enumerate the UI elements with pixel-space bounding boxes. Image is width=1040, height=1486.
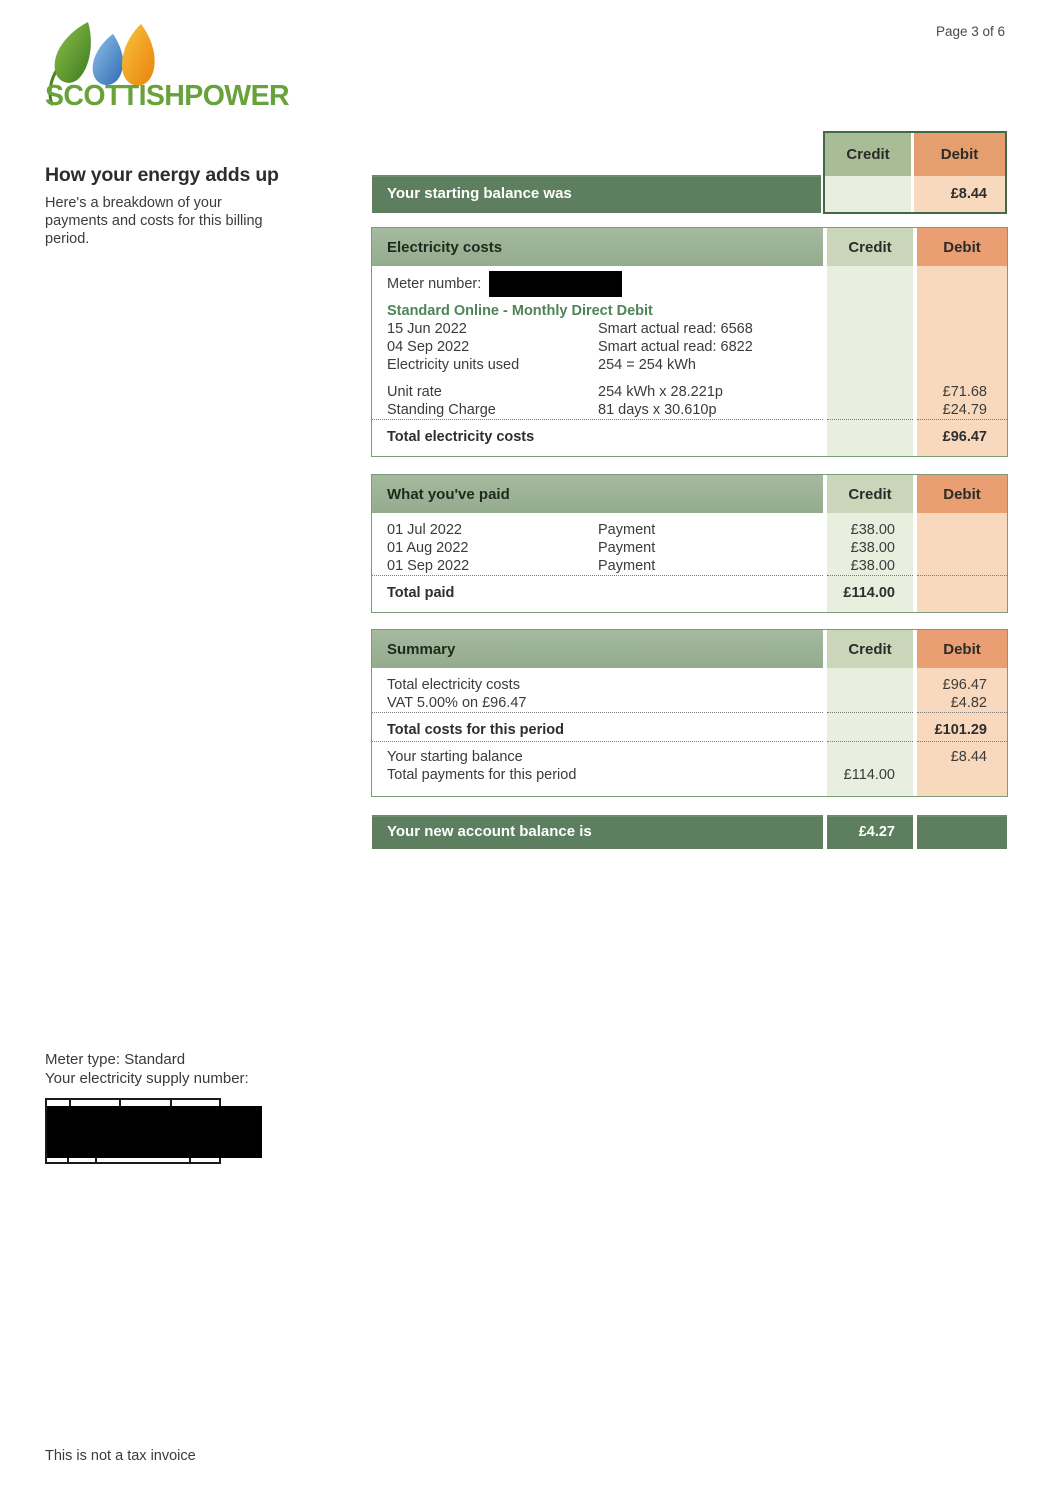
row-desc: Payment xyxy=(598,522,656,538)
row-label: Electricity units used xyxy=(387,357,520,373)
scottishpower-logo xyxy=(40,16,300,112)
table-row xyxy=(372,383,1007,401)
dotted-separator xyxy=(372,741,1007,748)
meter-info-block xyxy=(45,1050,249,1088)
row-label: 01 Aug 2022 xyxy=(387,540,469,556)
table-row xyxy=(372,694,1007,712)
total-row xyxy=(372,719,1007,741)
table-row xyxy=(372,320,1007,338)
redacted-supply-number xyxy=(47,1106,262,1158)
row-label: VAT 5.00% on £96.47 xyxy=(372,694,823,712)
credit-column-header: Credit xyxy=(827,228,913,266)
debit-total-value: £96.47 xyxy=(917,426,1007,448)
credit-total-value: £114.00 xyxy=(827,582,913,604)
dotted-separator xyxy=(372,575,1007,582)
debit-value: £71.68 xyxy=(917,383,1007,401)
meter-number-label: Meter number: xyxy=(387,276,482,292)
table-header-row xyxy=(372,475,1007,513)
row-desc: Payment xyxy=(598,558,656,574)
table-row xyxy=(372,356,1007,374)
debit-total-value: £101.29 xyxy=(917,719,1007,741)
tariff-name: Standard Online - Monthly Direct Debit xyxy=(372,302,823,320)
row-label: 01 Sep 2022 xyxy=(387,558,470,574)
row-label: Total electricity costs xyxy=(372,676,823,694)
new-balance-credit-value: £4.27 xyxy=(858,824,895,840)
payments-table xyxy=(372,475,1007,612)
debit-column-header: Debit xyxy=(917,475,1007,513)
row-label: 04 Sep 2022 xyxy=(387,339,470,355)
credit-column-header: Credit xyxy=(827,475,913,513)
green-leaf-icon xyxy=(55,22,91,83)
supply-number-label: Your electricity supply number: xyxy=(45,1070,249,1087)
row-desc: 254 kWh x 28.221p xyxy=(598,384,723,400)
debit-column-header: Debit xyxy=(917,228,1007,266)
table-row xyxy=(372,766,1007,784)
table-row xyxy=(372,338,1007,356)
credit-value: £38.00 xyxy=(827,539,913,557)
table-header-row xyxy=(372,630,1007,668)
dotted-separator xyxy=(372,712,1007,719)
meter-type: Meter type: Standard xyxy=(45,1051,186,1068)
starting-balance-credit-cell xyxy=(825,176,911,212)
credit-value: £114.00 xyxy=(827,766,913,784)
row-desc: Smart actual read: 6568 xyxy=(598,321,753,337)
row-desc: Payment xyxy=(598,540,656,556)
credit-value: £38.00 xyxy=(827,557,913,575)
blue-leaf-icon xyxy=(93,34,123,85)
total-label: Total costs for this period xyxy=(372,719,823,741)
footer-note: This is not a tax invoice xyxy=(45,1448,196,1464)
table-row xyxy=(372,266,1007,302)
table-title: Electricity costs xyxy=(372,228,823,266)
table-header-row xyxy=(372,228,1007,266)
total-label: Total electricity costs xyxy=(372,426,823,448)
table-title: Summary xyxy=(372,630,823,668)
summary-table xyxy=(372,630,1007,796)
table-title: What you've paid xyxy=(372,475,823,513)
row-label: Total payments for this period xyxy=(372,766,823,784)
row-desc: Smart actual read: 6822 xyxy=(598,339,753,355)
debit-value: £4.82 xyxy=(917,694,1007,712)
page-number: Page 3 of 6 xyxy=(936,24,1006,39)
page-title: How your energy adds up xyxy=(45,164,279,186)
new-balance-debit-cell xyxy=(917,815,1007,849)
debit-value: £8.44 xyxy=(917,748,1007,766)
table-row xyxy=(372,557,1007,575)
credit-value: £38.00 xyxy=(827,521,913,539)
credit-column-header: Credit xyxy=(827,630,913,668)
row-label: 01 Jul 2022 xyxy=(387,522,462,538)
intro-block xyxy=(45,164,287,248)
logo-wordmark: SCOTTISHPOWER xyxy=(45,80,289,112)
row-label: Your starting balance xyxy=(372,748,823,766)
table-row xyxy=(372,676,1007,694)
table-row xyxy=(372,539,1007,557)
credit-debit-header-block xyxy=(823,131,1007,214)
total-row xyxy=(372,426,1007,448)
debit-column-header: Debit xyxy=(917,630,1007,668)
total-label: Total paid xyxy=(372,582,823,604)
debit-value: £24.79 xyxy=(917,401,1007,419)
dotted-separator xyxy=(372,419,1007,426)
row-desc: 81 days x 30.610p xyxy=(598,402,717,418)
table-row xyxy=(372,521,1007,539)
new-balance-bar xyxy=(372,815,1007,849)
electricity-costs-table xyxy=(372,228,1007,456)
debit-column-header: Debit xyxy=(914,133,1005,176)
row-desc: 254 = 254 kWh xyxy=(598,357,696,373)
credit-column-header: Credit xyxy=(825,133,911,176)
debit-value: £96.47 xyxy=(917,676,1007,694)
new-balance-label: Your new account balance is xyxy=(387,823,592,840)
row-label: Unit rate xyxy=(387,384,442,400)
row-label: 15 Jun 2022 xyxy=(387,321,467,337)
table-row xyxy=(372,401,1007,419)
table-row xyxy=(372,302,1007,320)
starting-balance-bar: Your starting balance was xyxy=(372,175,821,213)
total-row xyxy=(372,582,1007,604)
intro-text: Here's a breakdown of your payments and costs for this billing period. xyxy=(45,195,263,247)
redacted-meter-number xyxy=(489,271,622,297)
orange-leaf-icon xyxy=(122,24,155,86)
row-label: Standing Charge xyxy=(387,402,496,418)
starting-balance-debit-value: £8.44 xyxy=(914,176,1005,212)
table-row xyxy=(372,748,1007,766)
